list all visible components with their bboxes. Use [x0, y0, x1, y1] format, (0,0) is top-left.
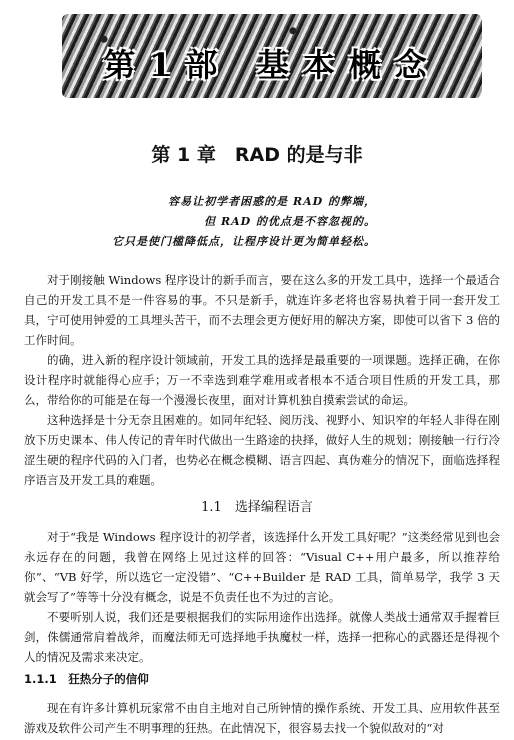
epigraph-line-3: 它只是使门槛降低点，让程序设计更为简单轻松。	[112, 235, 376, 248]
paragraph-1: 对于刚接触 Windows 程序设计的新手而言，要在这么多的开发工具中，选择一个最适合自己的开发工具不是一件容易的事。不只是新手，就连许多老将也容易执着于同一套开发工具，宁可使用钟爱的工具埋头苦干，而不去理会更方便好用的解决方案，即使可以省下 3 倍的工作时间。	[24, 273, 500, 347]
paragraph-4: 对于“我是 Windows 程序设计的初学者，该选择什么开发工具好呢？”这类经常见到也会永远存在的问题，我曾在网络上见过这样的回答：“Visual C++用户最多，所以推荐给你”、“VB 好学，所以选它一定没错”、“C++Builder 是 RAD 工具，简单易学，我学 3 天就会写了”等等十分没有概念，说是不负责任也不为过的言论。	[24, 530, 500, 604]
section-title: 1.1 选择编程语言	[201, 500, 313, 515]
paragraph-5: 不要听别人说，我们还是要根据我们的实际用途作出选择。就像人类战士通常双手握着巨剑，侏儒通常肩着战斧，而魔法师无可选择地手执魔杖一样，选择一把称心的武器还是得视个人的情况及需求来决定。	[24, 610, 500, 664]
epigraph-line-1: 容易让初学者困惑的是 RAD 的弊端，	[168, 195, 376, 208]
paragraph-3: 这种选择是十分无奈且困难的。如同年纪轻、阅历浅、视野小、知识窄的年轻人非得在刚放下历史课本、伟人传记的青年时代做出一生路途的抉择，做好人生的规划；刚接触一行行冷涩生硬的程序代码的入门者，也势必在概念模糊、语言四起、真伪难分的情况下，面临选择程序语言及开发工具的难题。	[24, 413, 500, 487]
subsection-title: 1.1.1 狂热分子的信仰	[24, 672, 149, 686]
part-banner	[62, 14, 482, 98]
paragraph-2: 的确，进入新的程序设计领域前，开发工具的选择是最重要的一项课题。选择正确，在你设计程序时就能得心应手；万一不幸选到难学难用或者根本不适合项目性质的开发工具，那么，带给你的可能是在每一个漫漫长夜里，面对计算机独自摸索尝试的命运。	[24, 353, 500, 407]
paragraph-6: 现在有许多计算机玩家常不由自主地对自己所钟情的操作系统、开发工具、应用软件甚至游戏及软件公司产生不明事理的狂热。在此情况下，很容易去找一个貌似敌对的“对	[24, 701, 500, 735]
part-title: 第1部 基本概念	[103, 46, 441, 84]
epigraph-line-2: 但 RAD 的优点是不容忽视的。	[204, 215, 376, 228]
chapter-title: 第 1 章 RAD 的是与非	[151, 144, 363, 166]
